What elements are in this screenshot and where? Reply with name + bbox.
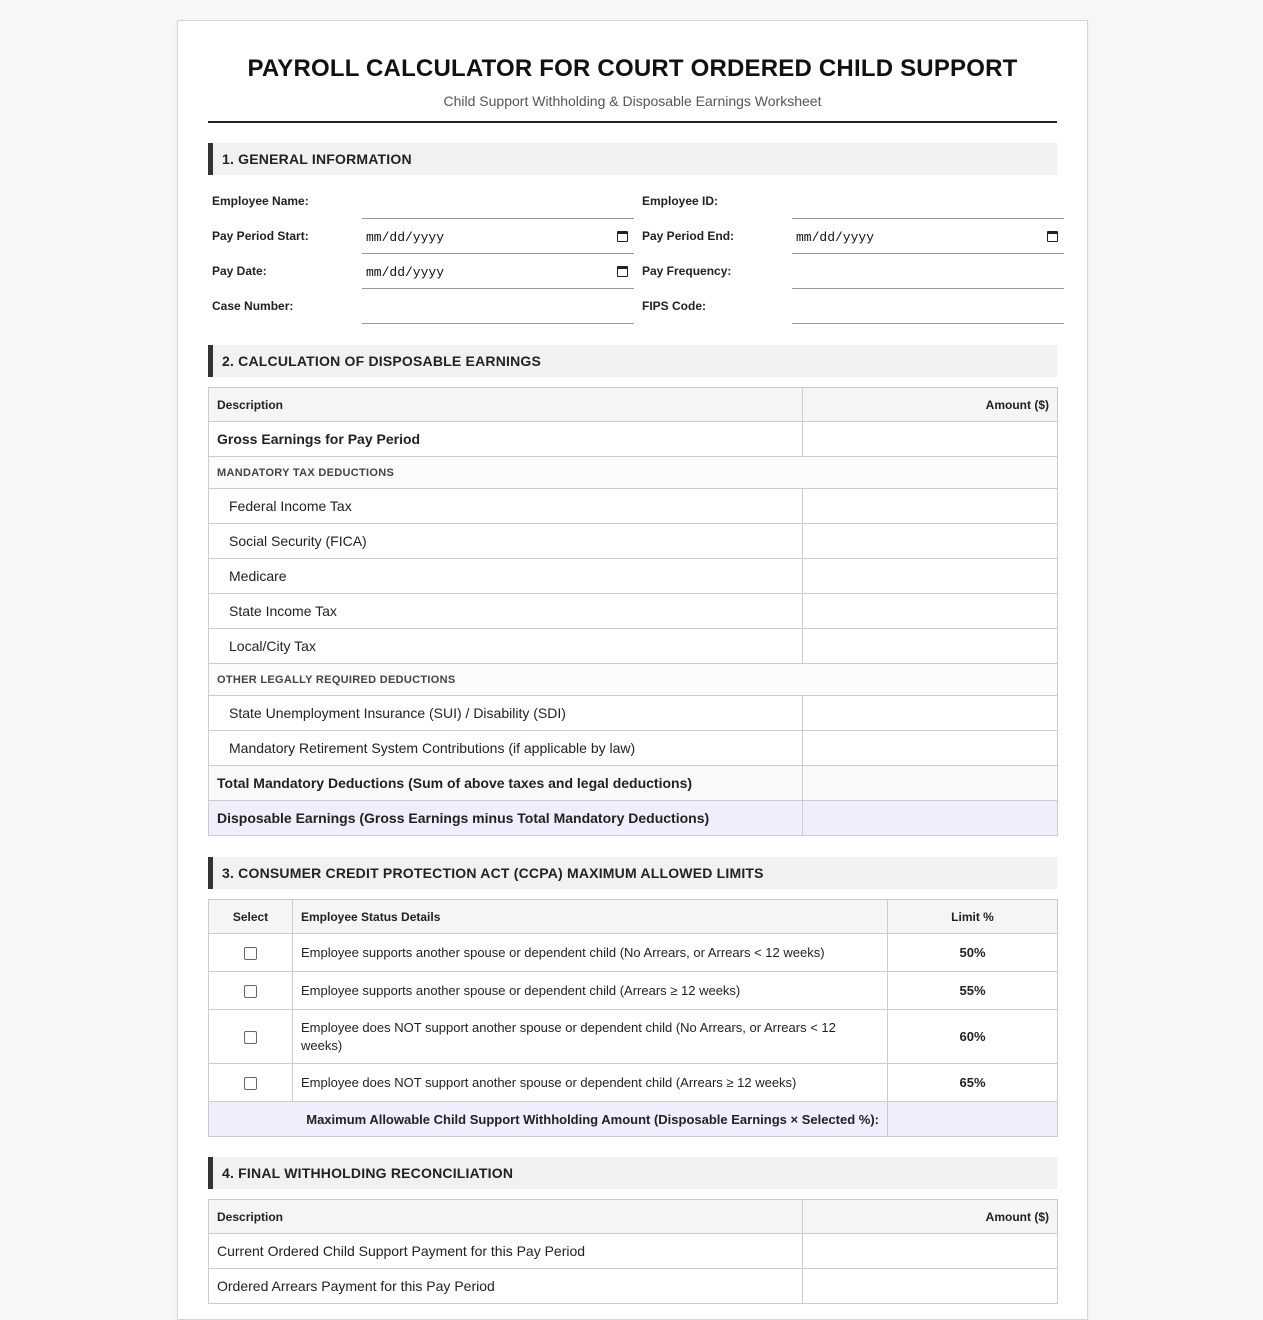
current-support-label: Current Ordered Child Support Payment for this Pay Period bbox=[209, 1234, 803, 1269]
case-number-field[interactable] bbox=[362, 289, 634, 324]
arrears-payment-label: Ordered Arrears Payment for this Pay Period bbox=[209, 1269, 803, 1304]
status-details: Employee does NOT support another spouse or dependent child (No Arrears, or Arrears < 12 weeks) bbox=[293, 1010, 888, 1064]
table-row bbox=[209, 1234, 1058, 1269]
table-header-row bbox=[209, 388, 1058, 422]
other-required-deductions-label: OTHER LEGALLY REQUIRED DEDUCTIONS bbox=[209, 664, 1058, 696]
employee-name-field[interactable] bbox=[362, 184, 634, 219]
section-ccpa-limits-header: 3. CONSUMER CREDIT PROTECTION ACT (CCPA) MAXIMUM ALLOWED LIMITS bbox=[208, 857, 1057, 889]
max-withholding-label: Maximum Allowable Child Support Withholding Amount (Disposable Earnings × Selected %): bbox=[209, 1102, 888, 1137]
total-mandatory-deductions-amount-field[interactable] bbox=[803, 766, 1058, 801]
pay-date-label: Pay Date: bbox=[212, 264, 267, 278]
status-details: Employee supports another spouse or dependent child (Arrears ≥ 12 weeks) bbox=[293, 972, 888, 1010]
mandatory-retirement-label: Mandatory Retirement System Contributions (if applicable by law) bbox=[209, 731, 803, 766]
fips-code-label: FIPS Code: bbox=[642, 299, 707, 313]
max-withholding-amount-field[interactable] bbox=[888, 1102, 1058, 1137]
gross-earnings-amount-field[interactable] bbox=[803, 422, 1058, 457]
mandatory-retirement-amount-field[interactable] bbox=[803, 731, 1058, 766]
table-row bbox=[209, 934, 1058, 972]
table-row bbox=[209, 594, 1058, 629]
section-final-reconciliation-header: 4. FINAL WITHHOLDING RECONCILIATION bbox=[208, 1157, 1057, 1189]
limit-65-checkbox[interactable] bbox=[244, 1077, 257, 1090]
general-information-grid bbox=[208, 184, 1057, 324]
table-row bbox=[209, 696, 1058, 731]
medicare-amount-field[interactable] bbox=[803, 559, 1058, 594]
description-column-header: Description bbox=[209, 388, 803, 422]
state-income-tax-amount-field[interactable] bbox=[803, 594, 1058, 629]
social-security-label: Social Security (FICA) bbox=[209, 524, 803, 559]
table-header-row bbox=[209, 1200, 1058, 1234]
limit-percent: 50% bbox=[888, 934, 1058, 972]
gross-earnings-label: Gross Earnings for Pay Period bbox=[209, 422, 803, 457]
final-reconciliation-table bbox=[208, 1199, 1058, 1304]
local-city-tax-amount-field[interactable] bbox=[803, 629, 1058, 664]
disposable-earnings-row bbox=[209, 801, 1058, 836]
employee-id-field[interactable] bbox=[792, 184, 1064, 219]
pay-date-value: mm/dd/yyyy bbox=[366, 264, 445, 280]
disposable-earnings-table bbox=[208, 387, 1058, 836]
max-withholding-row bbox=[209, 1102, 1058, 1137]
total-mandatory-deductions-label: Total Mandatory Deductions (Sum of above taxes and legal deductions) bbox=[209, 766, 803, 801]
pay-period-end-date-input[interactable] bbox=[792, 219, 1064, 254]
total-row bbox=[209, 766, 1058, 801]
description-column-header: Description bbox=[209, 1200, 803, 1234]
ccpa-limits-table bbox=[208, 899, 1058, 1137]
page-title: PAYROLL CALCULATOR FOR COURT ORDERED CHILD SUPPORT bbox=[247, 55, 1018, 82]
mandatory-tax-deductions-label: MANDATORY TAX DEDUCTIONS bbox=[209, 457, 1058, 489]
medicare-label: Medicare bbox=[209, 559, 803, 594]
limit-percent: 55% bbox=[888, 972, 1058, 1010]
employee-id-label: Employee ID: bbox=[642, 194, 719, 208]
section-general-information-header: 1. GENERAL INFORMATION bbox=[208, 143, 1057, 175]
pay-period-start-date-input[interactable] bbox=[362, 219, 634, 254]
table-row bbox=[209, 1269, 1058, 1304]
table-row bbox=[209, 731, 1058, 766]
limit-60-checkbox[interactable] bbox=[244, 1031, 257, 1044]
table-header-row bbox=[209, 900, 1058, 934]
table-row bbox=[209, 422, 1058, 457]
limit-50-checkbox[interactable] bbox=[244, 947, 257, 960]
pay-period-start-label: Pay Period Start: bbox=[212, 229, 309, 243]
state-income-tax-label: State Income Tax bbox=[209, 594, 803, 629]
amount-column-header: Amount ($) bbox=[803, 1200, 1058, 1234]
title-divider bbox=[208, 121, 1057, 123]
page-subtitle: Child Support Withholding & Disposable Earnings Worksheet bbox=[443, 93, 822, 109]
section-disposable-earnings-header: 2. CALCULATION OF DISPOSABLE EARNINGS bbox=[208, 345, 1057, 377]
calendar-icon[interactable] bbox=[617, 231, 628, 242]
fips-code-field[interactable] bbox=[792, 289, 1064, 324]
amount-column-header: Amount ($) bbox=[803, 388, 1058, 422]
employee-name-label: Employee Name: bbox=[212, 194, 309, 208]
table-row bbox=[209, 1010, 1058, 1064]
pay-date-input[interactable] bbox=[362, 254, 634, 289]
table-row bbox=[209, 524, 1058, 559]
limit-55-checkbox[interactable] bbox=[244, 985, 257, 998]
calendar-icon[interactable] bbox=[1047, 231, 1058, 242]
details-column-header: Employee Status Details bbox=[293, 900, 888, 934]
case-number-label: Case Number: bbox=[212, 299, 294, 313]
local-city-tax-label: Local/City Tax bbox=[209, 629, 803, 664]
category-row bbox=[209, 457, 1058, 489]
table-row bbox=[209, 489, 1058, 524]
calendar-icon[interactable] bbox=[617, 266, 628, 277]
pay-period-start-value: mm/dd/yyyy bbox=[366, 229, 445, 245]
status-details: Employee supports another spouse or dependent child (No Arrears, or Arrears < 12 weeks) bbox=[293, 934, 888, 972]
select-column-header: Select bbox=[209, 900, 293, 934]
disposable-earnings-amount-field[interactable] bbox=[803, 801, 1058, 836]
limit-percent: 60% bbox=[888, 1010, 1058, 1064]
federal-income-tax-label: Federal Income Tax bbox=[209, 489, 803, 524]
pay-frequency-field[interactable] bbox=[792, 254, 1064, 289]
limit-column-header: Limit % bbox=[888, 900, 1058, 934]
social-security-amount-field[interactable] bbox=[803, 524, 1058, 559]
worksheet-page bbox=[177, 20, 1088, 1320]
table-row bbox=[209, 972, 1058, 1010]
sui-sdi-label: State Unemployment Insurance (SUI) / Disability (SDI) bbox=[209, 696, 803, 731]
federal-income-tax-amount-field[interactable] bbox=[803, 489, 1058, 524]
category-row bbox=[209, 664, 1058, 696]
pay-frequency-label: Pay Frequency: bbox=[642, 264, 732, 278]
arrears-payment-amount-field[interactable] bbox=[803, 1269, 1058, 1304]
current-support-amount-field[interactable] bbox=[803, 1234, 1058, 1269]
limit-percent: 65% bbox=[888, 1064, 1058, 1102]
status-details: Employee does NOT support another spouse or dependent child (Arrears ≥ 12 weeks) bbox=[293, 1064, 888, 1102]
pay-period-end-value: mm/dd/yyyy bbox=[796, 229, 875, 245]
disposable-earnings-label: Disposable Earnings (Gross Earnings minus Total Mandatory Deductions) bbox=[209, 801, 803, 836]
table-row bbox=[209, 629, 1058, 664]
table-row bbox=[209, 559, 1058, 594]
pay-period-end-label: Pay Period End: bbox=[642, 229, 735, 243]
sui-sdi-amount-field[interactable] bbox=[803, 696, 1058, 731]
table-row bbox=[209, 1064, 1058, 1102]
